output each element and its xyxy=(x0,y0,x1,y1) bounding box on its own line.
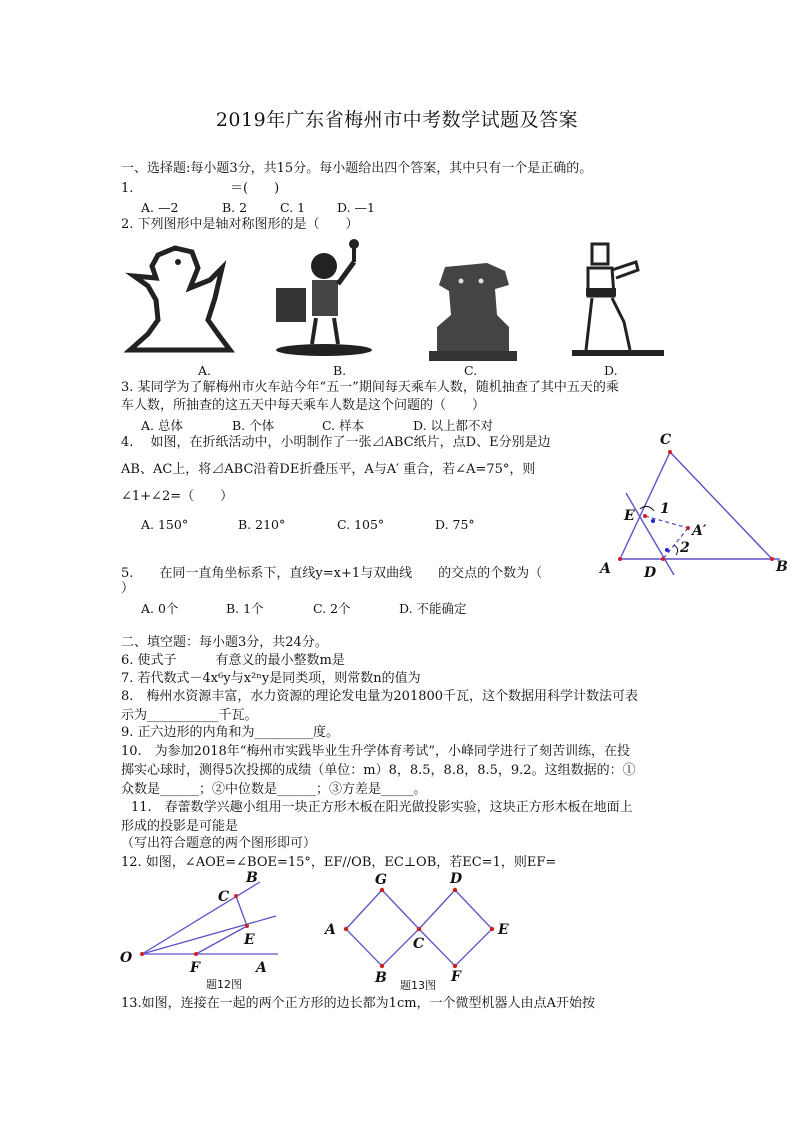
q4-label-c: C xyxy=(660,432,672,448)
q4-option-d: D. 75° xyxy=(435,517,475,532)
q3-line2: 车人数，所抽查的这五天中每天乘车人数是这个问题的（ ） xyxy=(121,398,486,413)
fig12-angle-figure xyxy=(118,868,288,992)
q2-label-c: C. xyxy=(464,363,478,378)
q3-option-b: B. 个体 xyxy=(232,418,275,433)
q5-option-d: D. 不能确定 xyxy=(399,601,467,616)
fig13-label-c: C xyxy=(413,936,425,952)
q4-label-angle2: 2 xyxy=(680,540,690,556)
q4-line1: 4. 如图，在折纸活动中，小明制作了一张⊿ABC纸片，点D、E分别是边 xyxy=(121,435,551,450)
q2-label-a: A. xyxy=(198,363,212,378)
q4-line2: AB、AC上，将⊿ABC沿着DE折叠压平，A与A′ 重合，若∠A=75°，则 xyxy=(121,462,536,477)
q2-label-b: B. xyxy=(333,363,347,378)
q4-option-a: A. 150° xyxy=(141,517,189,532)
fig13-label-g: G xyxy=(375,872,387,888)
q10-line3: 众数是______；②中位数是______；③方差是_____。 xyxy=(121,782,427,797)
q3-option-a: A. 总体 xyxy=(141,418,183,433)
q12-text: 12. 如图，∠AOE=∠BOE=15°，EF//OB，EC⊥OB，若EC=1，则EF= xyxy=(121,855,557,870)
q10-line2: 掷实心球时，测得5次投掷的成绩（单位：m）8，8.5，8.8，8.5，9.2。这组数据的：① xyxy=(121,763,636,778)
fig12-label-f: F xyxy=(190,960,200,976)
q1-option-d: D. —1 xyxy=(337,200,375,215)
fig13-label-e: E xyxy=(498,922,509,938)
q8-line2: 示为___________千瓦。 xyxy=(121,708,258,723)
fig13-label-f: F xyxy=(451,969,461,985)
q5-line2: ） xyxy=(121,581,135,596)
fig13-label-b: B xyxy=(375,970,387,986)
q13-text: 13.如图，连接在一起的两个正方形的边长都为1cm，一个微型机器人由点A开始按 xyxy=(121,996,595,1011)
q4-option-b: B. 210° xyxy=(238,517,286,532)
q11-line3: （写出符合题意的两个图形即可） xyxy=(121,836,317,851)
q2-figure-a xyxy=(120,240,240,360)
fig13-caption: 题13图 xyxy=(400,979,436,992)
fig12-label-e: E xyxy=(244,932,255,948)
q11-line2: 形成的投影是可能是 xyxy=(121,819,239,834)
q1-option-b: B. 2 xyxy=(222,200,248,215)
q4-label-b: B xyxy=(776,559,788,575)
q1-stem: 1. xyxy=(121,181,134,196)
q4-label-a: A xyxy=(600,561,611,577)
fig12-caption: 题12图 xyxy=(206,978,242,991)
page-title: 2019年广东省梅州市中考数学试题及答案 xyxy=(215,109,579,131)
fig13-label-d: D xyxy=(450,871,463,887)
q4-label-d: D xyxy=(644,565,657,581)
q1-blank: ＝( ) xyxy=(230,181,280,196)
q9-text: 9. 正六边形的内角和为_________度。 xyxy=(121,725,340,740)
q4-option-c: C. 105° xyxy=(337,517,385,532)
q2-stem: 2. 下列图形中是轴对称图形的是（ ） xyxy=(121,217,359,232)
q4-triangle-figure xyxy=(590,425,790,585)
q5-option-c: C. 2个 xyxy=(313,601,351,616)
q4-label-e: E xyxy=(624,508,635,524)
q11-line1: 11. 春蕾数学兴趣小组用一块正方形木板在阳光做投影实验，这块正方形木板在地面上 xyxy=(131,800,633,815)
q10-line1: 10. 为参加2018年“梅州市实践毕业生升学体育考试”，小峰同学进行了刻苦训练，在投 xyxy=(121,744,631,759)
q4-label-a-prime: A′ xyxy=(692,523,707,539)
fig13-squares-figure xyxy=(320,868,520,992)
fig12-label-c: C xyxy=(218,889,230,905)
q2-figure-c xyxy=(425,255,521,361)
q4-line3: ∠1+∠2=（ ） xyxy=(121,489,234,504)
q5-line1: 5. 在同一直角坐标系下，直线y=x+1与双曲线 的交点的个数为（ xyxy=(121,566,543,581)
q8-line1: 8. 梅州水资源丰富，水力资源的理论发电量为201800千瓦，这个数据用科学计数法可表 xyxy=(121,689,639,704)
q5-option-b: B. 1个 xyxy=(226,601,264,616)
fig12-label-b: B xyxy=(246,870,258,886)
fig13-label-a: A xyxy=(325,922,336,938)
section2-heading: 二、填空题：每小题3分，共24分。 xyxy=(121,635,328,650)
q4-label-angle1: 1 xyxy=(660,501,670,517)
q3-option-d: D. 以上都不对 xyxy=(413,418,494,433)
q5-option-a: A. 0个 xyxy=(141,601,179,616)
q2-label-d: D. xyxy=(604,363,618,378)
q2-figure-b xyxy=(268,236,378,360)
q1-option-c: C. 1 xyxy=(280,200,306,215)
section1-heading: 一、选择题:每小题3分，共15分。每小题给出四个答案，其中只有一个是正确的。 xyxy=(121,161,593,176)
q6-text: 6. 使式子 有意义的最小整数m是 xyxy=(121,653,345,668)
q3-line1: 3. 某同学为了解梅州市火车站今年“五一”期间每天乘车人数，随机抽查了其中五天的乘 xyxy=(121,380,619,395)
q3-option-c: C. 样本 xyxy=(322,418,365,433)
q2-figure-d xyxy=(572,238,672,360)
fig12-label-o: O xyxy=(120,950,133,966)
q7-text: 7. 若代数式－4x⁶y与x²ⁿy是同类项，则常数n的值为 xyxy=(121,671,421,686)
q1-option-a: A. —2 xyxy=(141,200,179,215)
fig12-label-a: A xyxy=(256,960,267,976)
